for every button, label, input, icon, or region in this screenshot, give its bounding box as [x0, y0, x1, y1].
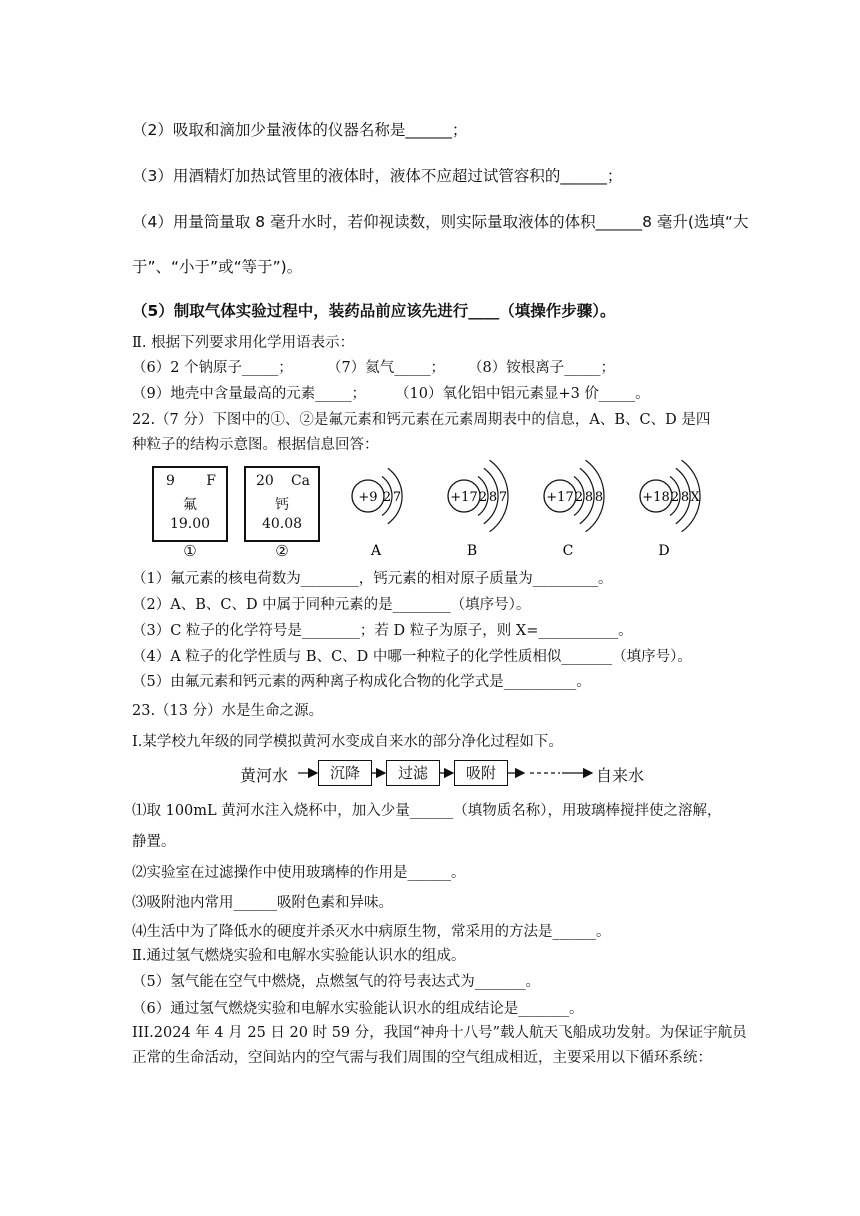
flow-start: 黄河水: [240, 766, 289, 785]
atom-label: B: [466, 543, 478, 559]
nucleus-charge: +18: [642, 490, 670, 505]
q23-stem: 23.（13 分）水是生命之源。: [132, 703, 324, 719]
atomic-number: 9: [166, 473, 175, 489]
flow-step-box: 吸附: [454, 760, 508, 786]
q22-stem-line1: 22.（7 分）下图中的①、②是氟元素和钙元素在元素周期表中的信息，A、B、C、D 是四: [132, 412, 711, 428]
q22-item-1: （1）氟元素的核电荷数为________，钙元素的相对原子质量为_________。: [132, 571, 613, 587]
q23-part1-title: I.某学校九年级的同学模拟黄河水变成自来水的部分净化过程如下。: [132, 734, 563, 750]
atom-label: D: [658, 543, 670, 559]
element-card-fluorine: [152, 466, 228, 542]
flow-step-box: 过滤: [386, 760, 440, 786]
q21-item-8: （8）铵根离子_____；: [468, 360, 615, 376]
shell-electron-count: X: [690, 490, 700, 505]
element-name: 钙: [275, 497, 289, 513]
q23-item-3: ⑶吸附池内常用______吸附色素和异味。: [132, 895, 393, 911]
q21-item-3: （3）用酒精灯加热试管里的液体时，液体不应超过试管容积的______；: [132, 167, 623, 185]
q22-item-4: （4）A 粒子的化学性质与 B、C、D 中哪一种粒子的化学性质相似_______（填序号）。: [132, 649, 692, 665]
element-symbol: Ca: [290, 473, 310, 489]
shell-electron-count: 2: [382, 490, 392, 505]
atomic-mass: 19.00: [169, 516, 211, 532]
shell-electron-count: 8: [584, 490, 594, 505]
atomic-structure-diagrams: [340, 452, 740, 562]
element-card-calcium: [244, 466, 320, 542]
q21-item-4-line2: 于”、“小于”或“等于”)。: [132, 258, 303, 276]
flow-step-box: 沉降: [318, 760, 372, 786]
q21-part2-title: Ⅱ. 根据下列要求用化学用语表示：: [132, 335, 355, 351]
q21-item-9: （9）地壳中含量最高的元素_____；: [132, 386, 366, 402]
q22-item-2: （2）A、B、C、D 中属于同种元素的是________（填序号）。: [132, 597, 531, 613]
shell-electron-count: 7: [392, 490, 402, 505]
q23-part2-title: Ⅱ.通过氢气燃烧实验和电解水实验能认识水的组成。: [132, 948, 466, 964]
q22-stem-line2: 种粒子的结构示意图。根据信息回答：: [132, 437, 379, 453]
atom-diagram: [352, 468, 402, 559]
nucleus-charge: +9: [358, 490, 378, 505]
atom-diagram: [544, 460, 604, 559]
shell-electron-count: 8: [680, 490, 690, 505]
atom-label: C: [562, 543, 574, 559]
atomic-number: 20: [256, 473, 274, 489]
q21-item-2: （2）吸取和滴加少量液体的仪器名称是______；: [132, 121, 468, 139]
q23-part3-line1: III.2024 年 4 月 25 日 20 时 59 分，我国“神舟十八号”载人航天飞船成功发射。为保证宇航员: [132, 1025, 747, 1041]
element-symbol: F: [206, 473, 216, 489]
flow-end: 自来水: [596, 766, 645, 785]
q21-item-6: （6）2 个钠原子_____；: [132, 360, 293, 376]
card-label: ①: [183, 542, 197, 560]
q21-item-4-line1: （4）用量筒量取 8 毫升水时，若仰视读数，则实际量取液体的体积______8 毫升(选填“大: [132, 213, 749, 231]
q21-item-10: （10）氧化铝中铝元素显+3 价_____。: [395, 386, 650, 402]
purification-flowchart: [240, 760, 660, 790]
card-label: ②: [275, 542, 289, 560]
atom-diagram: [640, 460, 700, 559]
atom-label: A: [370, 543, 382, 559]
shell-electron-count: 8: [594, 490, 604, 505]
shell-electron-count: 2: [670, 490, 680, 505]
q22-item-5: （5）由氟元素和钙元素的两种离子构成化合物的化学式是__________。: [132, 674, 591, 690]
q22-item-3: （3）C 粒子的化学符号是________；若 D 粒子为原子，则 X=___________。: [132, 623, 633, 639]
q23-item-4: ⑷生活中为了降低水的硬度并杀灭水中病原生物，常采用的方法是______。: [132, 924, 611, 940]
shell-electron-count: 2: [574, 490, 584, 505]
q23-item-1-line1: ⑴取 100mL 黄河水注入烧杯中，加入少量______（填物质名称），用玻璃棒搅拌使之溶解，: [132, 803, 722, 819]
q23-item-6: （6）通过氢气燃烧实验和电解水实验能认识水的组成结论是_______。: [132, 1001, 584, 1017]
q23-part3-line2: 正常的生命活动，空间站内的空气需与我们周围的空气组成相近，主要采用以下循环系统：: [132, 1050, 712, 1066]
q21-item-5: （5）制取气体实验过程中，装药品前应该先进行____（填操作步骤）。: [132, 302, 616, 320]
atom-diagram: [448, 460, 508, 559]
shell-electron-count: 7: [498, 490, 508, 505]
q23-item-2: ⑵实验室在过滤操作中使用玻璃棒的作用是______。: [132, 865, 466, 881]
shell-electron-count: 2: [478, 490, 488, 505]
q21-item-7: （7）氦气_____；: [327, 360, 445, 376]
nucleus-charge: +17: [546, 490, 574, 505]
q23-item-1-line2: 静置。: [132, 834, 176, 850]
shell-electron-count: 8: [488, 490, 498, 505]
element-name: 氟: [183, 497, 197, 513]
q23-item-5: （5）氢气能在空气中燃烧，点燃氢气的符号表达式为_______。: [132, 974, 540, 990]
nucleus-charge: +17: [450, 490, 478, 505]
atomic-mass: 40.08: [261, 516, 303, 532]
flow-arrows: [240, 760, 660, 790]
